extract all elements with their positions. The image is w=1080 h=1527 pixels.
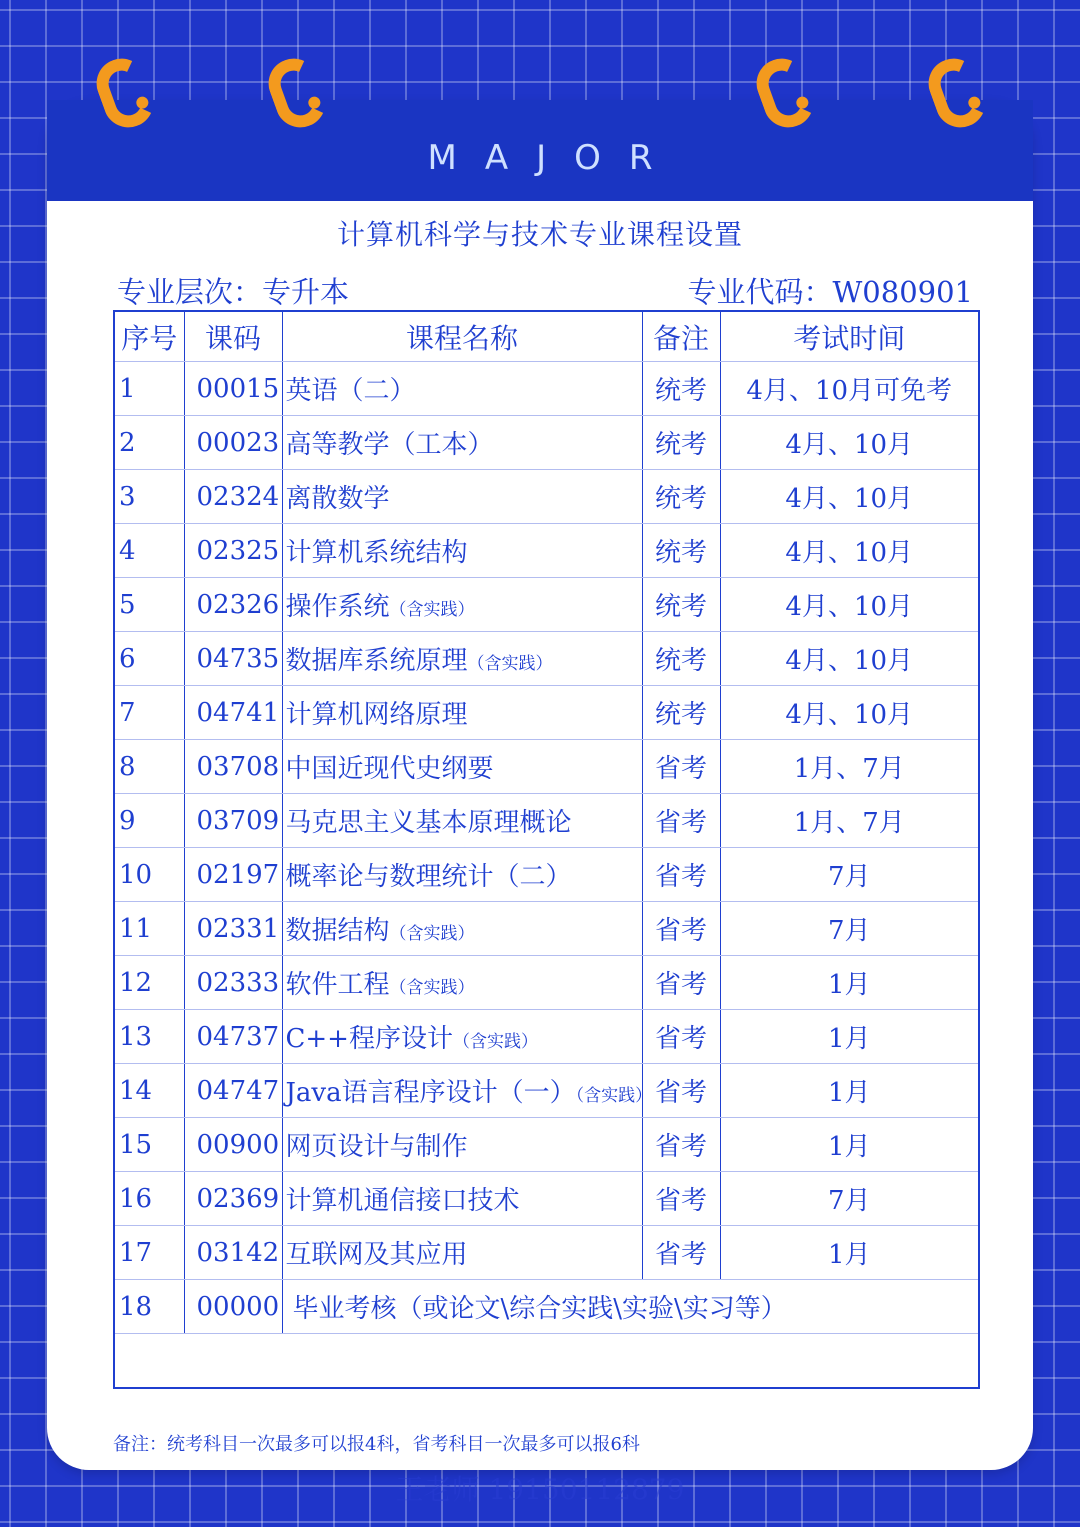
course-name-cell	[282, 794, 642, 848]
course-code: 03142	[184, 1226, 282, 1280]
course-name-cell	[282, 740, 642, 794]
course-name-cell	[282, 1064, 653, 1118]
course-note: （含实践）	[575, 1086, 653, 1106]
exam-time: 7月	[720, 848, 979, 902]
course-name: 概率论与数理统计（二）	[285, 862, 572, 892]
table-row	[114, 416, 979, 470]
row-number: 10	[114, 848, 184, 902]
exam-type: 统考	[642, 686, 720, 740]
course-note: （含实践）	[467, 654, 553, 674]
course-name: 高等教学（工本）	[285, 430, 494, 460]
course-note: （含实践）	[389, 924, 475, 944]
course-code: 02326	[184, 578, 282, 632]
course-name: 软件工程	[285, 970, 390, 1000]
course-name-cell	[282, 632, 642, 686]
exam-type: 省考	[642, 1226, 720, 1280]
exam-type: 省考	[642, 794, 720, 848]
footnote: 备注：统考科目一次最多可以报4科，省考科目一次最多可以报6科	[113, 1434, 640, 1455]
course-name: 离散数学	[285, 484, 390, 514]
exam-time: 1月	[720, 956, 979, 1010]
exam-type: 统考	[642, 524, 720, 578]
table-row	[114, 578, 979, 632]
course-name: 中国近现代史纲要	[285, 754, 494, 784]
row-number: 12	[114, 956, 184, 1010]
table-row	[114, 524, 979, 578]
course-name-cell	[282, 1226, 642, 1280]
row-number: 1	[114, 362, 184, 416]
table-row-final	[114, 1280, 979, 1334]
course-name: 互联网及其应用	[285, 1240, 468, 1270]
row-number: 7	[114, 686, 184, 740]
row-number: 9	[114, 794, 184, 848]
header-no: 序号	[114, 311, 184, 362]
watermark: 王老师 19150112879	[395, 1473, 685, 1506]
row-number: 4	[114, 524, 184, 578]
course-name: 数据库系统原理	[285, 646, 468, 676]
course-note: （含实践）	[389, 978, 475, 998]
table-row	[114, 1010, 979, 1064]
course-name: 操作系统	[285, 592, 390, 622]
course-code: 04747	[184, 1064, 282, 1118]
table-row	[114, 956, 979, 1010]
course-name-cell	[282, 524, 642, 578]
blank-cell	[114, 1334, 979, 1389]
table-blank-row	[114, 1334, 979, 1389]
table-row	[114, 1064, 979, 1118]
course-code: 00900	[184, 1118, 282, 1172]
exam-time: 4月、10月可免考	[720, 362, 979, 416]
course-name-cell	[282, 416, 642, 470]
exam-type: 省考	[642, 1064, 720, 1118]
row-number: 8	[114, 740, 184, 794]
course-code: 02324	[184, 470, 282, 524]
row-number: 15	[114, 1118, 184, 1172]
course-name: 计算机通信接口技术	[285, 1186, 520, 1216]
row-number: 6	[114, 632, 184, 686]
course-table-body	[114, 362, 979, 1389]
course-note: （含实践）	[452, 1032, 538, 1052]
course-code: 02331	[184, 902, 282, 956]
table-header-row	[114, 311, 979, 362]
exam-time: 4月、10月	[720, 686, 979, 740]
row-number: 5	[114, 578, 184, 632]
table-row	[114, 1226, 979, 1280]
program-code: 专业代码：W080901	[687, 275, 973, 309]
course-name: 网页设计与制作	[285, 1132, 468, 1162]
course-name-cell	[282, 902, 642, 956]
exam-time: 4月、10月	[720, 578, 979, 632]
table-row	[114, 740, 979, 794]
exam-type: 统考	[642, 632, 720, 686]
course-name-cell	[282, 686, 642, 740]
table-row	[114, 632, 979, 686]
row-number: 11	[114, 902, 184, 956]
table-row	[114, 848, 979, 902]
course-note: （含实践）	[389, 600, 475, 620]
course-name-cell	[282, 470, 642, 524]
row-number: 18	[114, 1280, 184, 1334]
table-row	[114, 470, 979, 524]
course-name: 马克思主义基本原理概论	[285, 808, 572, 838]
course-code: 02369	[184, 1172, 282, 1226]
exam-type: 统考	[642, 362, 720, 416]
course-code: 02197	[184, 848, 282, 902]
row-number: 16	[114, 1172, 184, 1226]
course-name-cell	[282, 1172, 642, 1226]
course-name: 英语（二）	[285, 376, 416, 406]
document-title: 计算机科学与技术专业课程设置	[336, 218, 743, 251]
table-row	[114, 1172, 979, 1226]
row-number: 17	[114, 1226, 184, 1280]
course-code: 00000	[184, 1280, 282, 1334]
exam-time: 4月、10月	[720, 524, 979, 578]
header-type: 备注	[642, 311, 720, 362]
header-name: 课程名称	[282, 311, 642, 362]
row-number: 13	[114, 1010, 184, 1064]
exam-time: 1月	[720, 1226, 979, 1280]
exam-type: 统考	[642, 470, 720, 524]
exam-time: 1月	[720, 1064, 979, 1118]
course-name: 数据结构	[285, 916, 390, 946]
table-row	[114, 902, 979, 956]
table-row	[114, 794, 979, 848]
exam-type: 省考	[642, 1010, 720, 1064]
course-code: 04741	[184, 686, 282, 740]
exam-type: 省考	[642, 902, 720, 956]
row-number: 3	[114, 470, 184, 524]
header-code: 课码	[184, 311, 282, 362]
exam-time: 7月	[720, 902, 979, 956]
course-name: 计算机网络原理	[285, 700, 468, 730]
course-code: 00015	[184, 362, 282, 416]
exam-time: 4月、10月	[720, 470, 979, 524]
card-header: MAJOR	[47, 100, 1033, 201]
course-name-cell	[282, 578, 642, 632]
exam-time: 1月	[720, 1118, 979, 1172]
exam-type: 省考	[642, 1118, 720, 1172]
exam-time: 1月、7月	[720, 794, 979, 848]
table-row	[114, 362, 979, 416]
course-name-cell	[282, 956, 642, 1010]
course-name: C++程序设计	[285, 1024, 453, 1054]
course-code: 03708	[184, 740, 282, 794]
course-name-cell	[282, 362, 642, 416]
course-code: 02325	[184, 524, 282, 578]
course-name-cell	[282, 848, 642, 902]
table-row	[114, 686, 979, 740]
exam-time: 1月	[720, 1010, 979, 1064]
exam-time: 7月	[720, 1172, 979, 1226]
course-code: 02333	[184, 956, 282, 1010]
course-name: Java语言程序设计（一）	[285, 1078, 576, 1108]
course-code: 04735	[184, 632, 282, 686]
course-name: 计算机系统结构	[285, 538, 468, 568]
exam-type: 省考	[642, 956, 720, 1010]
header-time: 考试时间	[720, 311, 979, 362]
program-level: 专业层次：专升本	[117, 275, 350, 309]
course-name-cell	[282, 1118, 642, 1172]
exam-type: 省考	[642, 848, 720, 902]
course-name-cell	[282, 1010, 642, 1064]
exam-time: 4月、10月	[720, 416, 979, 470]
course-code: 04737	[184, 1010, 282, 1064]
exam-time: 1月、7月	[720, 740, 979, 794]
course-table	[113, 310, 980, 1389]
course-code: 00023	[184, 416, 282, 470]
exam-type: 统考	[642, 416, 720, 470]
table-row	[114, 1118, 979, 1172]
exam-type: 统考	[642, 578, 720, 632]
row-number: 2	[114, 416, 184, 470]
row-number: 14	[114, 1064, 184, 1118]
exam-type: 省考	[642, 1172, 720, 1226]
course-name: 毕业考核（或论文\综合实践\实验\实习等）	[282, 1280, 979, 1334]
exam-time: 4月、10月	[720, 632, 979, 686]
course-code: 03709	[184, 794, 282, 848]
exam-type: 省考	[642, 740, 720, 794]
